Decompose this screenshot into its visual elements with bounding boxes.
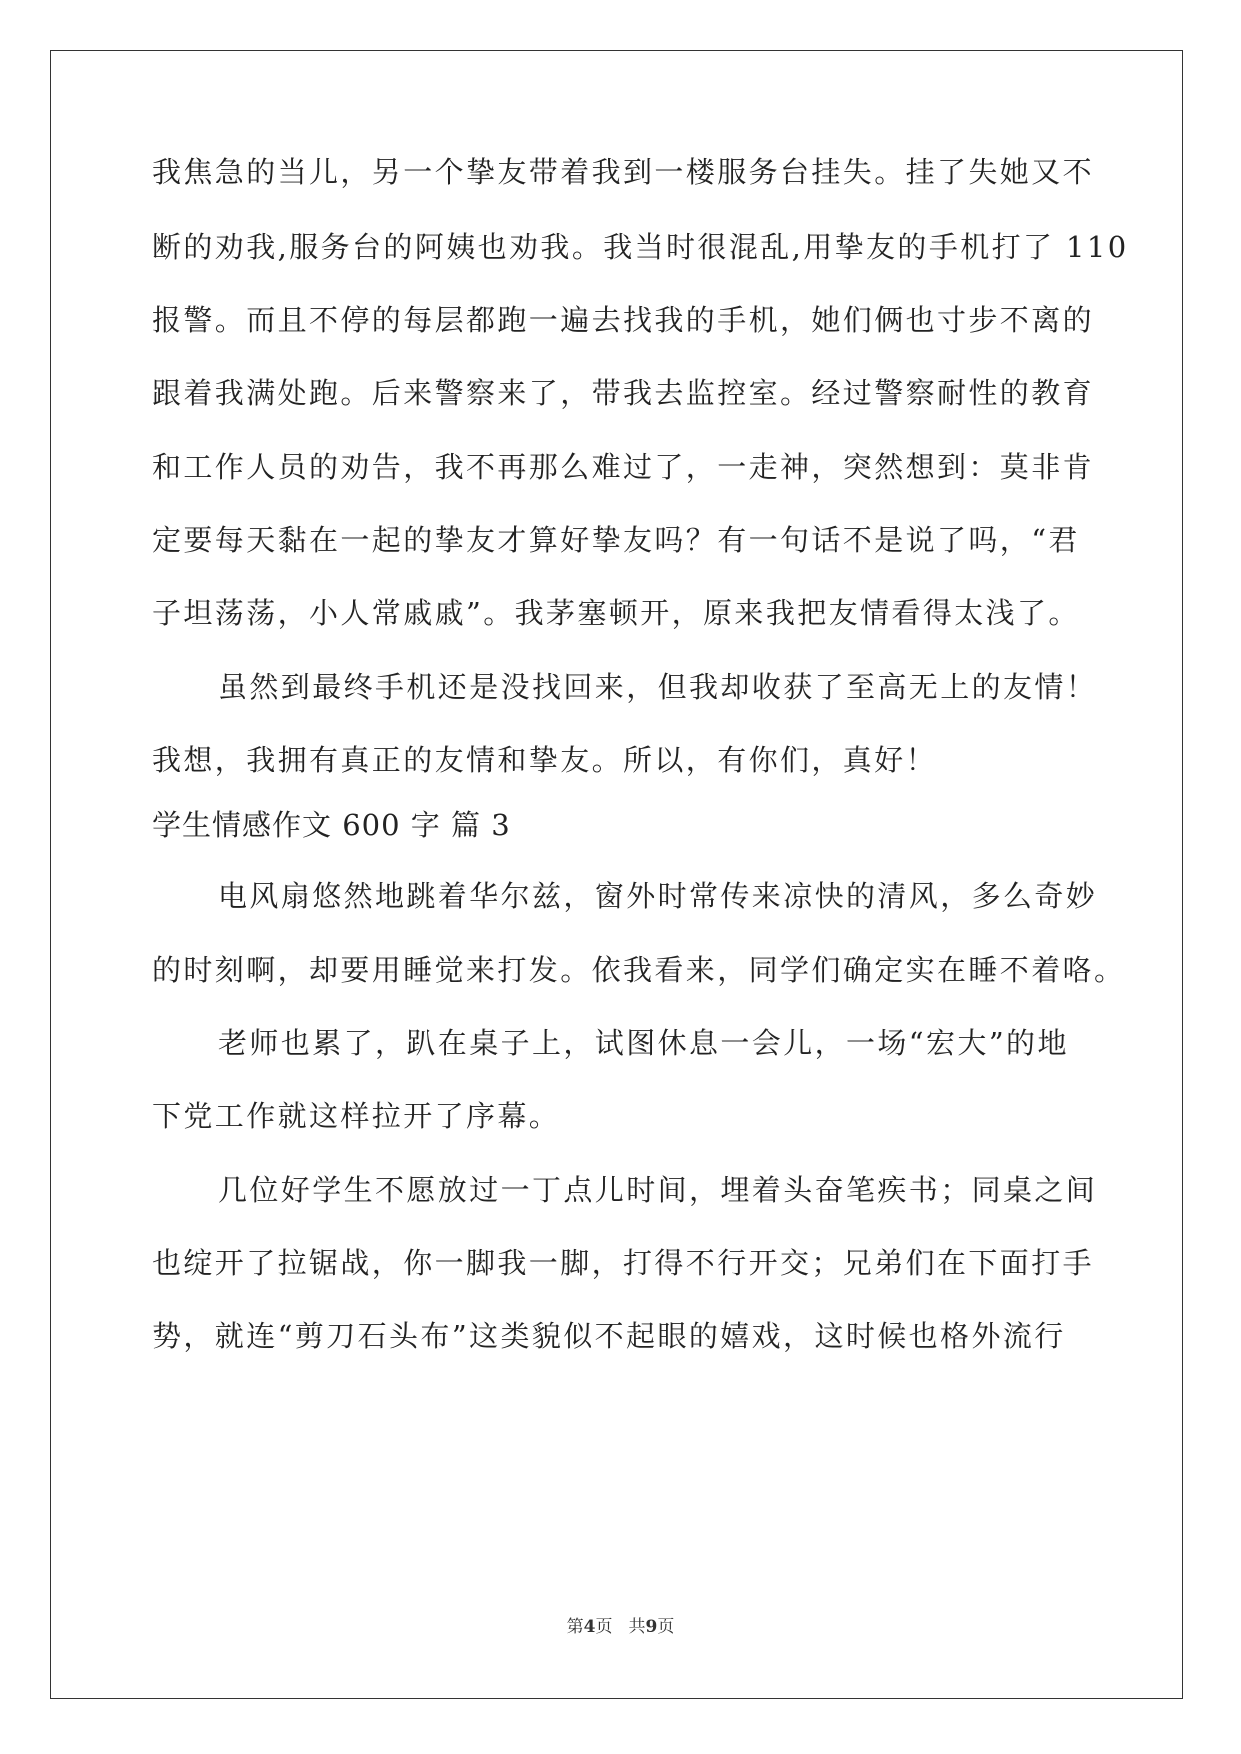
page-label-prefix: 第 [566,1617,584,1637]
paragraph-line: 的时刻啊，却要用睡觉来打发。依我看来，同学们确定实在睡不着咯。 [152,953,1126,987]
paragraph-line: 断的劝我,服务台的阿姨也劝我。我当时很混乱,用挚友的手机打了 110 [152,230,1129,264]
page-border [50,50,1183,1699]
page-footer [0,1612,1241,1637]
paragraph-line: 势，就连“剪刀石头布”这类貌似不起眼的嬉戏，这时候也格外流行 [152,1319,1066,1353]
total-label-suffix: 页 [657,1617,675,1637]
paragraph-line: 我焦急的当儿，另一个挚友带着我到一楼服务台挂失。挂了失她又不 [152,155,1095,189]
paragraph-line: 跟着我满处跑。后来警察来了，带我去监控室。经过警察耐性的教育 [152,376,1095,410]
paragraph-line: 下党工作就这样拉开了序幕。 [152,1099,561,1133]
paragraph-line: 我想，我拥有真正的友情和挚友。所以，有你们，真好！ [152,743,938,777]
paragraph-line: 几位好学生不愿放过一丁点儿时间，埋着头奋笔疾书；同桌之间 [218,1173,1098,1207]
paragraph-line: 也绽开了拉锯战，你一脚我一脚，打得不行开交；兄弟们在下面打手 [152,1246,1095,1280]
page-label-suffix: 页 [595,1617,613,1637]
section-heading: 学生情感作文 600 字 篇 3 [152,808,511,842]
total-page-number: 9 [645,1617,658,1637]
paragraph-line: 老师也累了，趴在桌子上，试图休息一会儿，一场“宏大”的地 [218,1026,1069,1060]
paragraph-line: 定要每天黏在一起的挚友才算好挚友吗？有一句话不是说了吗，“君 [152,523,1080,557]
paragraph-line: 报警。而且不停的每层都跑一遍去找我的手机，她们俩也寸步不离的 [152,303,1095,337]
total-label-prefix: 共 [628,1617,646,1637]
paragraph-line: 和工作人员的劝告，我不再那么难过了，一走神，突然想到：莫非肯 [152,450,1095,484]
paragraph-line: 子坦荡荡，小人常戚戚”。我茅塞顿开，原来我把友情看得太浅了。 [152,596,1080,630]
current-page-number: 4 [583,1617,596,1637]
paragraph-line: 虽然到最终手机还是没找回来，但我却收获了至高无上的友情！ [218,670,1098,704]
paragraph-line: 电风扇悠然地跳着华尔兹，窗外时常传来凉快的清风，多么奇妙 [218,879,1098,913]
